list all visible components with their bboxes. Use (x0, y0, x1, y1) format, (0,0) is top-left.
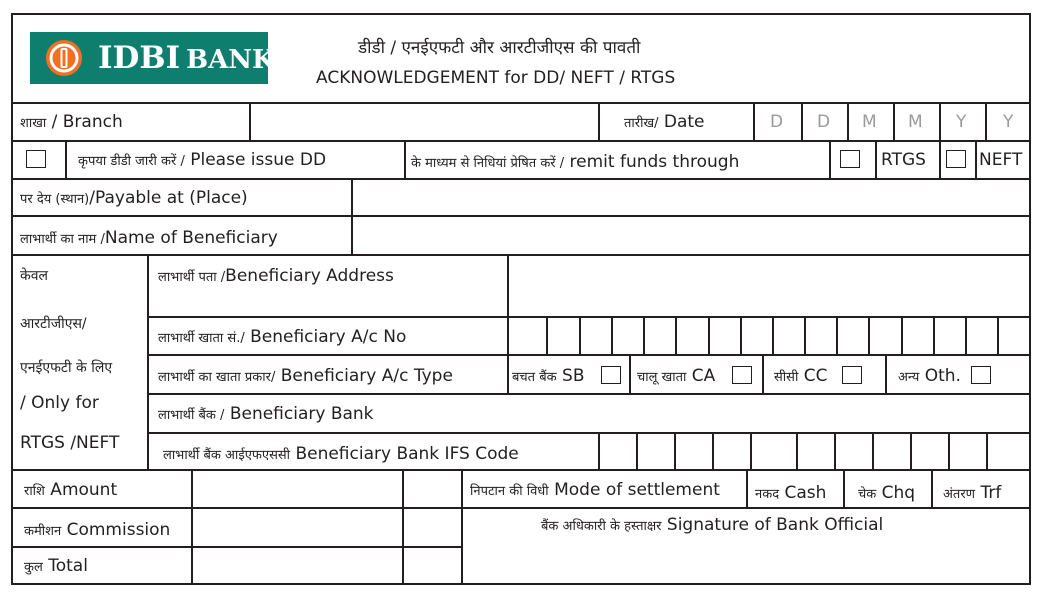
actype-oth-label: अन्य Oth. (898, 366, 961, 386)
issue-dd-checkbox[interactable] (26, 150, 46, 168)
date-year-1[interactable]: Y (956, 112, 967, 132)
payable-at-label: पर देय (स्थान)/Payable at (Place) (20, 188, 248, 208)
title-english: ACKNOWLEDGEMENT for DD/ NEFT / RTGS (316, 68, 676, 88)
total-field[interactable] (194, 548, 401, 584)
beneficiary-bank-label: लाभार्थी बैंक / Beneficiary Bank (158, 404, 374, 424)
only-for-line-1: केवल (20, 268, 49, 284)
actype-ca-checkbox[interactable] (732, 366, 752, 384)
beneficiary-bank-field[interactable] (510, 395, 1030, 431)
actype-ca-label: चालू खाता CA (637, 366, 716, 386)
date-month-2[interactable]: M (908, 112, 923, 132)
beneficiary-address-field[interactable] (510, 256, 1030, 315)
beneficiary-address-label: लाभार्थी पता /Beneficiary Address (158, 266, 394, 286)
amount-field[interactable] (194, 471, 401, 506)
remit-label: के माध्यम से निधियां प्रेषित करें / remit funds through (411, 152, 740, 172)
actype-cc-checkbox[interactable] (842, 366, 862, 384)
beneficiary-ifsc-label: लाभार्थी बैंक आईएफएससी Beneficiary Bank IFS Code (163, 444, 519, 464)
date-month-1[interactable]: M (862, 112, 877, 132)
branch-field[interactable] (252, 104, 597, 139)
rtgs-label: RTGS (881, 150, 926, 170)
actype-cc-label: सीसी CC (774, 366, 828, 386)
only-for-line-5: RTGS /NEFT (20, 433, 120, 453)
signature-label: बैंक अधिकारी के हस्ताक्षर Signature of Bank Official (541, 515, 884, 535)
date-day-2[interactable]: D (817, 112, 831, 132)
only-for-line-3: एनईएफटी के लिए (20, 360, 113, 376)
rtgs-checkbox[interactable] (840, 150, 860, 168)
commission-label: कमीशन Commission (24, 520, 171, 540)
logo-wordmark: IDBI BANK (98, 40, 275, 76)
beneficiary-name-label: लाभार्थी का नाम /Name of Beneficiary (20, 228, 278, 248)
commission-field[interactable] (194, 509, 401, 545)
actype-sb-checkbox[interactable] (601, 366, 621, 384)
settlement-trf[interactable]: अंतरण Trf (943, 483, 1002, 503)
beneficiary-actype-label: लाभार्थी का खाता प्रकार/ Beneficiary A/c Type (158, 366, 453, 386)
beneficiary-name-field[interactable] (354, 217, 1030, 253)
total-label: कुल Total (24, 556, 88, 576)
settlement-cash[interactable]: नकद Cash (755, 483, 827, 503)
beneficiary-acno-label: लाभार्थी खाता सं./ Beneficiary A/c No (158, 327, 407, 347)
branch-label: शाखा / Branch (20, 112, 123, 132)
amount-label: राशि Amount (24, 480, 118, 500)
actype-oth-checkbox[interactable] (971, 366, 991, 384)
date-label: तारीख/ Date (624, 112, 705, 132)
neft-label: NEFT (979, 150, 1023, 170)
payable-at-field[interactable] (354, 180, 1030, 214)
title-hindi: डीडी / एनईएफटी और आरटीजीएस की पावती (358, 38, 641, 58)
issue-dd-label: कृपया डीडी जारी करें / Please issue DD (78, 150, 327, 170)
signature-area[interactable] (464, 540, 1030, 584)
settlement-chq[interactable]: चेक Chq (858, 483, 916, 503)
settlement-label: निपटान की विधी Mode of settlement (470, 480, 720, 500)
only-for-line-2: आरटीजीएस/ (20, 316, 87, 332)
neft-checkbox[interactable] (946, 150, 966, 168)
actype-sb-label: बचत बैंक SB (512, 366, 585, 386)
only-for-line-4: / Only for (20, 393, 99, 413)
date-year-2[interactable]: Y (1003, 112, 1014, 132)
date-day-1[interactable]: D (770, 112, 784, 132)
